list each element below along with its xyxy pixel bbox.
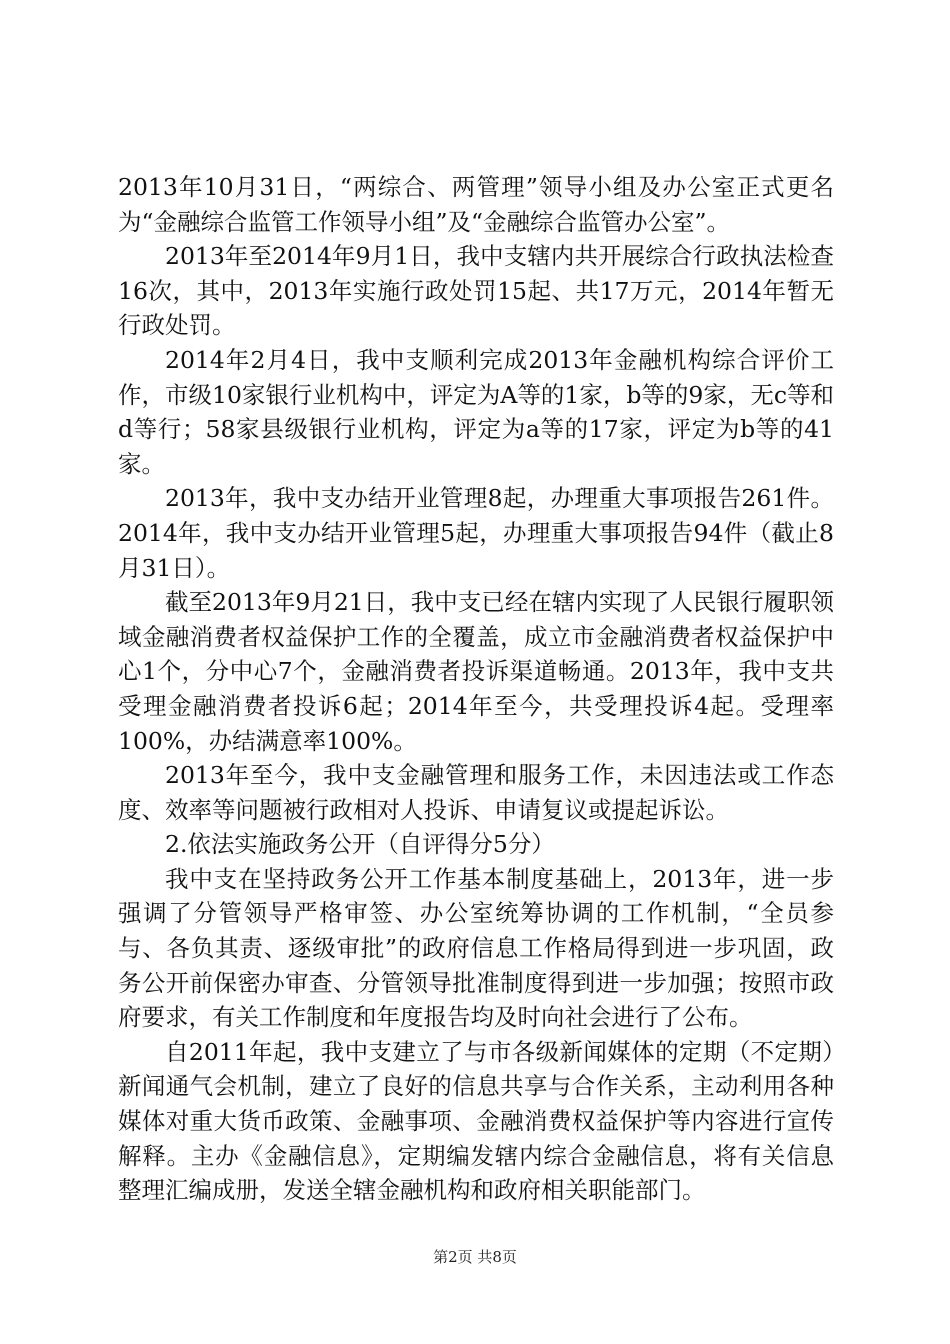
paragraph-8: 自2011年起，我中支建立了与市各级新闻媒体的定期（不定期）新闻通气会机制，建立了良好的信息共享与合作关系，主动利用各种媒体对重大货币政策、金融事项、金融消费权益保护等内容进行宣传解释。主办《金融信息》，定期编发辖内综合金融信息，将有关信息整理汇编成册，发送全辖金融机构和政府相关职能部门。	[118, 1037, 834, 1205]
paragraph-3: 2014年2月4日，我中支顺利完成2013年金融机构综合评价工作，市级10家银行业机构中，评定为A等的1家，b等的9家，无c等和d等行；58家县级银行业机构，评定为a等的17家，评定为b等的41家。	[118, 345, 834, 478]
paragraph-4: 2013年，我中支办结开业管理8起，办理重大事项报告261件。2014年，我中支办结开业管理5起，办理重大事项报告94件（截止8月31日）。	[118, 484, 834, 582]
paragraph-1: 2013年10月31日，“两综合、两管理”领导小组及办公室正式更名为“金融综合监管工作领导小组”及“金融综合监管办公室”。	[118, 173, 834, 236]
page-footer: 第2页 共8页	[433, 1248, 517, 1266]
paragraph-2: 2013年至2014年9月1日，我中支辖内共开展综合行政执法检查16次，其中，2013年实施行政处罚15起、共17万元，2014年暂无行政处罚。	[118, 242, 834, 340]
section-heading: 2.依法实施政务公开（自评得分5分）	[165, 830, 555, 859]
paragraph-7: 我中支在坚持政务公开工作基本制度基础上，2013年，进一步强调了分管领导严格审签、办公室统筹协调的工作机制，“全员参与、各负其责、逐级审批”的政府信息工作格局得到进一步巩固，政务公开前保密办审查、分管领导批准制度得到进一步加强；按照市政府要求，有关工作制度和年度报告均及时向社会进行了公布。	[118, 864, 834, 1032]
paragraph-6: 2013年至今，我中支金融管理和服务工作，未因违法或工作态度、效率等问题被行政相对人投诉、申请复议或提起诉讼。	[118, 761, 834, 824]
paragraph-5: 截至2013年9月21日，我中支已经在辖内实现了人民银行履职领域金融消费者权益保护工作的全覆盖，成立市金融消费者权益保护中心1个，分中心7个，金融消费者投诉渠道畅通。2013年，我中支共受理金融消费者投诉6起；2014年至今，共受理投诉4起。受理率100%，办结满意率100%。	[118, 588, 834, 755]
document-body	[118, 170, 834, 1208]
